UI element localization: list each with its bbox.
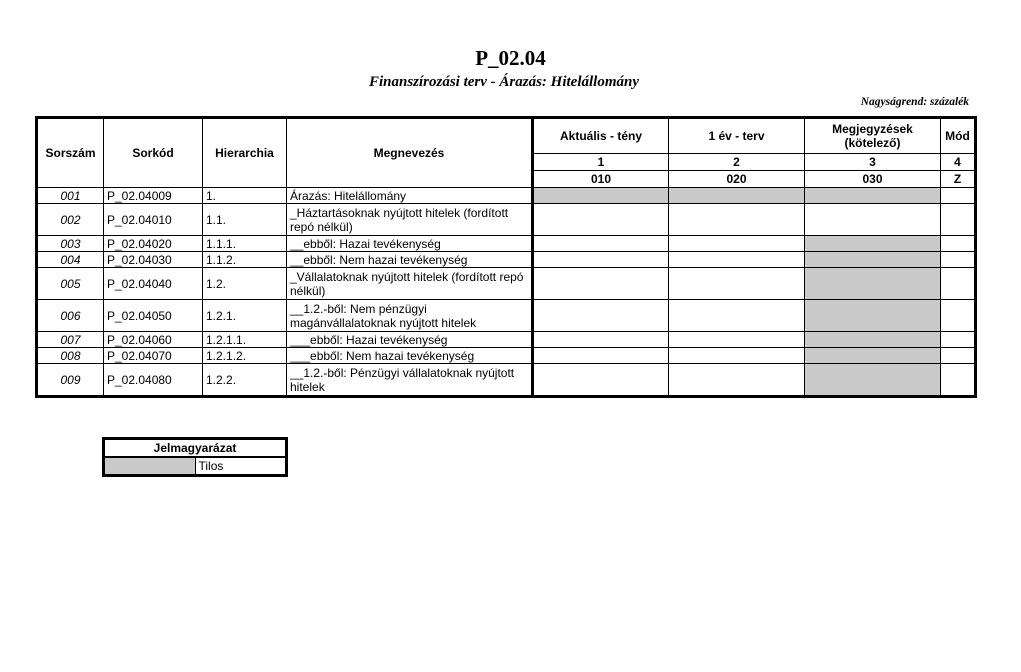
row-name: Árazás: Hitelállomány xyxy=(287,188,533,204)
header-megnevezes: Megnevezés xyxy=(287,118,533,188)
cell-megjegyzes[interactable] xyxy=(805,204,941,236)
header-sorkod: Sorkód xyxy=(104,118,203,188)
cell-forbidden xyxy=(805,332,941,348)
row-name: __ebből: Hazai tevékenység xyxy=(287,236,533,252)
table-row xyxy=(37,252,976,268)
legend-title: Jelmagyarázat xyxy=(104,439,287,458)
cell-mod[interactable] xyxy=(941,204,976,236)
cell-aktualis[interactable] xyxy=(533,332,669,348)
row-code: P_02.04020 xyxy=(104,236,203,252)
unit-note: Nagyságrend: százalék xyxy=(860,96,969,108)
row-hierarchy: 1.2.1. xyxy=(203,300,287,332)
table-row xyxy=(37,300,976,332)
cell-forbidden xyxy=(805,188,941,204)
table-row xyxy=(37,188,976,204)
row-name: _Háztartásoknak nyújtott hitelek (fordított repó nélkül) xyxy=(287,204,533,236)
header-aktualis: Aktuális - tény xyxy=(533,118,669,154)
row-number: 005 xyxy=(37,268,104,300)
row-hierarchy: 1.1.1. xyxy=(203,236,287,252)
cell-mod[interactable] xyxy=(941,252,976,268)
table-row xyxy=(37,204,976,236)
row-number: 001 xyxy=(37,188,104,204)
row-code: P_02.04009 xyxy=(104,188,203,204)
table-row xyxy=(37,236,976,252)
row-hierarchy: 1.2.1.2. xyxy=(203,348,287,364)
row-hierarchy: 1.2.2. xyxy=(203,364,287,397)
col-code-4: Z xyxy=(941,171,976,188)
row-number: 007 xyxy=(37,332,104,348)
legend-swatch xyxy=(104,457,196,476)
row-number: 004 xyxy=(37,252,104,268)
cell-mod[interactable] xyxy=(941,268,976,300)
col-code-1: 010 xyxy=(533,171,669,188)
table-row xyxy=(37,348,976,364)
row-code: P_02.04060 xyxy=(104,332,203,348)
row-hierarchy: 1.2.1.1. xyxy=(203,332,287,348)
cell-forbidden xyxy=(805,348,941,364)
cell-forbidden xyxy=(669,188,805,204)
cell-mod[interactable] xyxy=(941,236,976,252)
row-number: 002 xyxy=(37,204,104,236)
col-code-3: 030 xyxy=(805,171,941,188)
cell-aktualis[interactable] xyxy=(533,204,669,236)
cell-aktualis[interactable] xyxy=(533,300,669,332)
row-code: P_02.04010 xyxy=(104,204,203,236)
cell-terv[interactable] xyxy=(669,300,805,332)
cell-terv[interactable] xyxy=(669,268,805,300)
header-sorszam: Sorszám xyxy=(37,118,104,188)
row-name: ___ebből: Nem hazai tevékenység xyxy=(287,348,533,364)
col-number-3: 3 xyxy=(805,154,941,171)
row-name: __1.2.-ből: Pénzügyi vállalatoknak nyújtott hitelek xyxy=(287,364,533,397)
row-number: 008 xyxy=(37,348,104,364)
row-code: P_02.04050 xyxy=(104,300,203,332)
cell-forbidden xyxy=(533,188,669,204)
header-terv: 1 év - terv xyxy=(669,118,805,154)
cell-forbidden xyxy=(805,252,941,268)
col-number-4: 4 xyxy=(941,154,976,171)
cell-aktualis[interactable] xyxy=(533,348,669,364)
row-code: P_02.04030 xyxy=(104,252,203,268)
data-table xyxy=(35,116,977,398)
cell-aktualis[interactable] xyxy=(533,268,669,300)
cell-aktualis[interactable] xyxy=(533,252,669,268)
cell-forbidden xyxy=(805,268,941,300)
cell-terv[interactable] xyxy=(669,364,805,397)
cell-forbidden xyxy=(805,300,941,332)
header-hierarchia: Hierarchia xyxy=(203,118,287,188)
row-hierarchy: 1. xyxy=(203,188,287,204)
row-code: P_02.04070 xyxy=(104,348,203,364)
cell-terv[interactable] xyxy=(669,252,805,268)
row-hierarchy: 1.2. xyxy=(203,268,287,300)
cell-aktualis[interactable] xyxy=(533,236,669,252)
table-row xyxy=(37,332,976,348)
cell-aktualis[interactable] xyxy=(533,364,669,397)
row-name: __1.2.-ből: Nem pénzügyi magánvállalatoknak nyújtott hitelek xyxy=(287,300,533,332)
table-row xyxy=(37,364,976,397)
row-hierarchy: 1.1.2. xyxy=(203,252,287,268)
row-name: __ebből: Nem hazai tevékenység xyxy=(287,252,533,268)
cell-mod[interactable] xyxy=(941,188,976,204)
row-number: 009 xyxy=(37,364,104,397)
col-code-2: 020 xyxy=(669,171,805,188)
row-code: P_02.04040 xyxy=(104,268,203,300)
cell-terv[interactable] xyxy=(669,236,805,252)
row-name: ___ebből: Hazai tevékenység xyxy=(287,332,533,348)
table-row xyxy=(37,268,976,300)
cell-mod[interactable] xyxy=(941,300,976,332)
legend-label: Tilos xyxy=(195,457,287,476)
cell-terv[interactable] xyxy=(669,204,805,236)
col-number-2: 2 xyxy=(669,154,805,171)
cell-mod[interactable] xyxy=(941,348,976,364)
row-code: P_02.04080 xyxy=(104,364,203,397)
row-number: 003 xyxy=(37,236,104,252)
report-subtitle: Finanszírozási terv - Árazás: Hitelállomány xyxy=(368,74,640,90)
col-number-1: 1 xyxy=(533,154,669,171)
cell-forbidden xyxy=(805,364,941,397)
cell-forbidden xyxy=(805,236,941,252)
row-name: _Vállalatoknak nyújtott hitelek (fordított repó nélkül) xyxy=(287,268,533,300)
header-mod: Mód xyxy=(941,118,976,154)
row-hierarchy: 1.1. xyxy=(203,204,287,236)
row-number: 006 xyxy=(37,300,104,332)
header-megjegyzes: Megjegyzések (kötelező) xyxy=(805,118,941,154)
cell-mod[interactable] xyxy=(941,332,976,348)
cell-mod[interactable] xyxy=(941,364,976,397)
report-code-title: P_02.04 xyxy=(475,46,546,70)
cell-terv[interactable] xyxy=(669,348,805,364)
legend-table xyxy=(102,437,288,477)
cell-terv[interactable] xyxy=(669,332,805,348)
